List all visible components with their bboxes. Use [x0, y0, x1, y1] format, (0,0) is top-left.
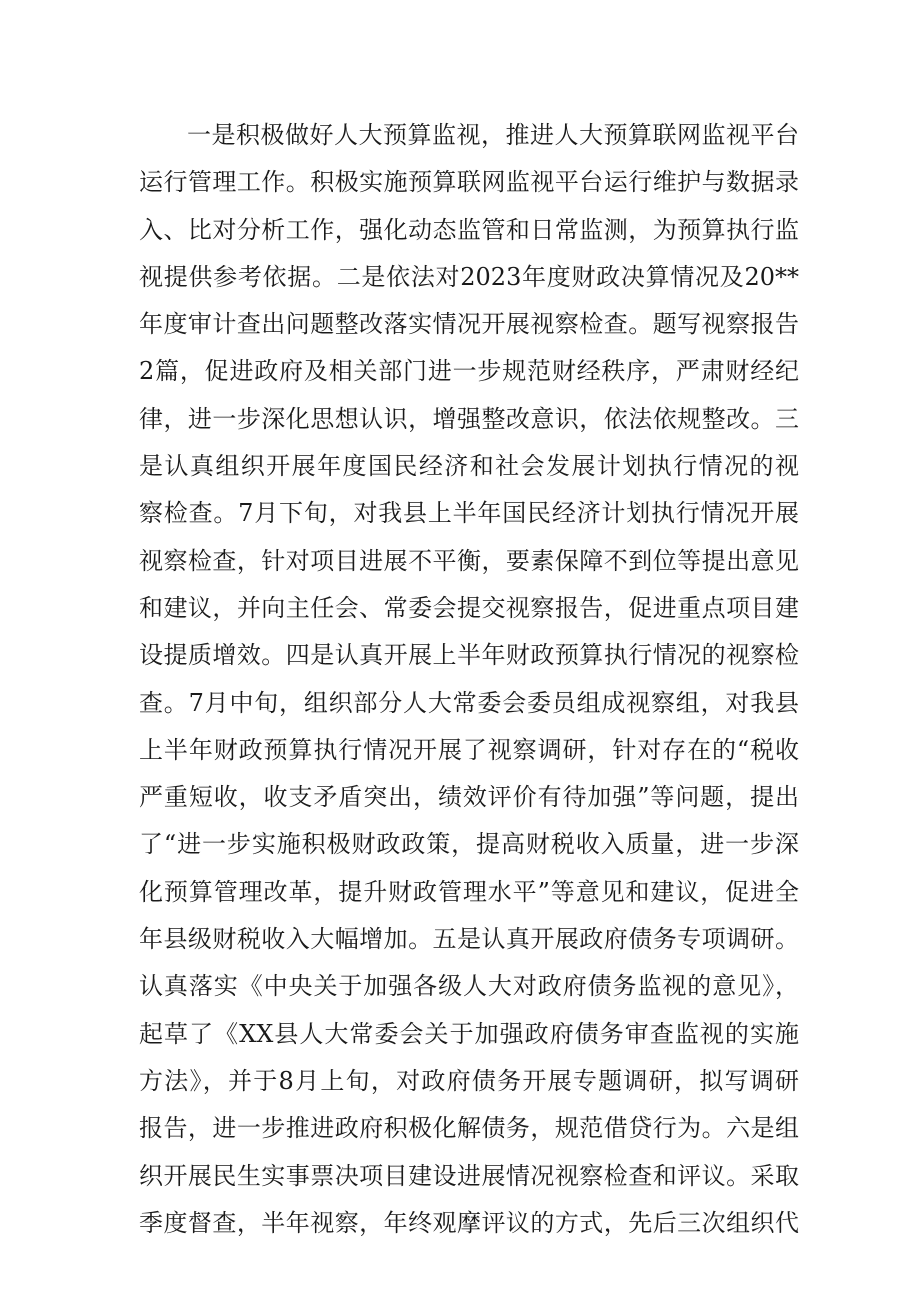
text-line: 方法》，并于8月上旬，对政府债务开展专题调研，拟写调研 [139, 1066, 799, 1095]
text-line: 报告，进一步推进政府积极化解债务，规范借贷行为。六是组 [139, 1114, 799, 1143]
text-line: 运行管理工作。积极实施预算联网监视平台运行维护与数据录 [139, 168, 799, 197]
text-line: 起草了《XX县人大常委会关于加强政府债务审查监视的实施 [139, 1019, 799, 1048]
text-line: 视察检查，针对项目进展不平衡，要素保障不到位等提出意见 [139, 546, 799, 575]
text-line: 季度督查，半年视察，年终观摩评议的方式，先后三次组织代 [139, 1208, 799, 1237]
text-line: 律，进一步深化思想认识，增强整改意识，依法依规整改。三 [139, 404, 799, 433]
text-line: 认真落实《中央关于加强各级人大对政府债务监视的意见》， [139, 972, 799, 1001]
text-line: 视提供参考依据。二是依法对2023年度财政决算情况及20** [139, 262, 799, 291]
text-line: 了“进一步实施积极财政政策，提高财税收入质量，进一步深 [139, 830, 799, 859]
text-line: 严重短收，收支矛盾突出，绩效评价有待加强”等问题，提出 [139, 783, 799, 812]
text-line: 查。7月中旬，组织部分人大常委会委员组成视察组，对我县 [139, 688, 799, 717]
text-line: 织开展民生实事票决项目建设进展情况视察检查和评议。采取 [139, 1161, 799, 1190]
text-line: 年度审计查出问题整改落实情况开展视察检查。题写视察报告 [139, 310, 799, 339]
text-line: 察检查。7月下旬，对我县上半年国民经济计划执行情况开展 [139, 499, 799, 528]
text-line: 入、比对分析工作，强化动态监管和日常监测，为预算执行监 [139, 215, 799, 244]
text-line: 设提质增效。四是认真开展上半年财政预算执行情况的视察检 [139, 641, 799, 670]
text-line: 上半年财政预算执行情况开展了视察调研，针对存在的“税收 [139, 735, 799, 764]
text-line: 一是积极做好人大预算监视，推进人大预算联网监视平台 [187, 121, 799, 149]
text-line: 年县级财税收入大幅增加。五是认真开展政府债务专项调研。 [139, 925, 799, 954]
text-line: 是认真组织开展年度国民经济和社会发展计划执行情况的视 [139, 452, 799, 481]
text-line: 和建议，并向主任会、常委会提交视察报告，促进重点项目建 [139, 593, 799, 622]
text-line: 化预算管理改革，提升财政管理水平”等意见和建议，促进全 [139, 877, 799, 906]
text-line: 2篇，促进政府及相关部门进一步规范财经秩序，严肃财经纪 [139, 357, 799, 386]
body-paragraph [139, 112, 799, 1247]
